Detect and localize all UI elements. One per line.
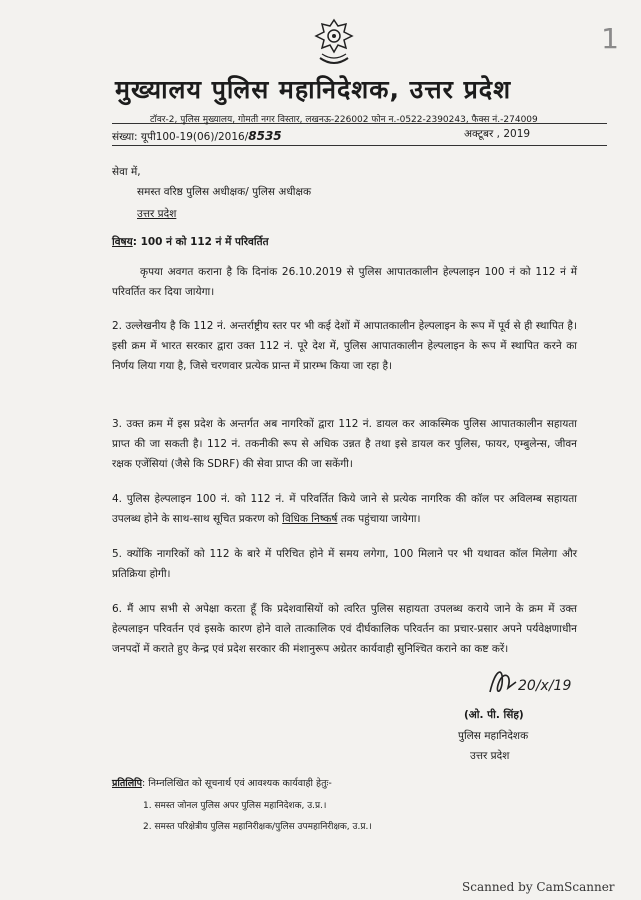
handwritten-signature [486,662,581,702]
paragraph-4-underlined: विधिक निष्कर्ष [282,513,338,525]
recipient-name: समस्त वरिष्ठ पुलिस अधीक्षक/ पुलिस अधीक्षक [137,186,312,198]
scanner-watermark: Scanned by CamScanner [462,880,615,894]
subject-label: विषय [112,236,133,248]
page-title: मुख्यालय पुलिस महानिदेशक, उत्तर प्रदेश [115,75,512,104]
signatory-state: उत्तर प्रदेश [470,750,510,762]
copy-to-label: प्रतिलिपि [112,778,143,789]
reference-line [112,129,282,144]
subject-line [112,235,269,249]
paragraph-intro: कृपया अवगत कराना है कि दिनांक 26.10.2019 से पुलिस आपातकालीन हेल्पलाइन 100 नं को 112 नं में परिवर्तित कर दिया जायेगा। [112,266,577,298]
letter-date: अक्टूबर , 2019 [464,128,531,140]
copy-to-item: 1. समस्त जोनल पुलिस अपर पुलिस महानिदेशक, उ.प्र.। [143,801,327,811]
police-emblem-icon [312,18,356,70]
paragraph-2: 2. उल्लेखनीय है कि 112 नं. अन्तर्राष्ट्रीय स्तर पर भी कई देशों में आपातकालीन हेल्पलाइन के रूप में पूर्व से ही स्थापित है। इसी क्रम में भारत सरकार द्वारा उक्त 112 नं. पूरे देश में, पुलिस आपातकालीन हेल्पलाइन के रूप में स्थापित करने का निर्णय लिया गया है, जिसे चरणवार प्रत्येक प्रान्त में प्रारम्भ किया जा रहा है। [112,320,577,372]
signature-date: 20/x/19 [518,678,572,694]
paragraph-5: 5. क्योंकि नागरिकों को 112 के बारे में परिचित होने में समय लगेगा, 100 मिलाने पर भी यथावत कॉल मिलेगा और प्रतिक्रिया होगी। [112,548,577,580]
header-divider-bottom [112,145,607,146]
signatory-designation: पुलिस महानिदेशक [458,730,529,742]
office-address: टॉवर-2, पुलिस मुख्यालय, गोमती नगर विस्तार, लखनऊ-226002 फोन न.-0522-2390243, फैक्स नं.-274009 [150,115,538,125]
reference-label: संख्या: यूपी100-19(06)/2016/ [112,131,249,143]
copy-to-text: : निम्नलिखित को सूचनार्थ एवं आवश्यक कार्यवाही हेतुः- [142,778,332,789]
copy-to-heading [112,776,332,789]
header-divider [112,123,607,124]
copy-to-item: 2. समस्त परिक्षेत्रीय पुलिस महानिरीक्षक/पुलिस उपमहानिरीक्षक, उ.प्र.। [143,822,372,832]
page-number: 1 [601,22,619,55]
paragraph-3: 3. उक्त क्रम में इस प्रदेश के अन्तर्गत अब नागरिकों द्वारा 112 नं. डायल कर आकस्मिक पुलिस आपातकालीन सहायता प्राप्त की जा सकती है। 112 नं. तकनीकी रूप से अधिक उन्नत है तथा इसे डायल कर पुलिस, फायर, एम्बुलेन्स, जीवन रक्षक एजेंसियां (जैसे कि SDRF) की सेवा प्राप्त की जा सकेंगी। [112,418,577,470]
paragraph-6: 6. मैं आप सभी से अपेक्षा करता हूँ कि प्रदेशवासियों को त्वरित पुलिस सहायता उपलब्ध कराये जाने के क्रम में उक्त हेल्पलाइन परिवर्तन एवं इसके कारण होने वाले तात्कालिक एवं दीर्घकालिक परिवर्तन का प्रचार-प्रसार अपने पर्यवेक्षणाधीन जनपदों में कराते हुए केन्द्र एवं प्रदेश सरकार की मंशानुरूप अग्रेतर कार्यवाही सुनिश्चित कराने का कष्ट करें। [112,603,577,655]
salutation: सेवा में, [112,166,141,178]
signatory-name: (ओ. पी. सिंह) [464,709,524,721]
paragraph-4 [112,489,577,529]
paragraph-4-text: 4. पुलिस हेल्पलाइन 100 नं. को 112 नं. में परिवर्तित किये जाने से प्रत्येक नागरिक की कॉल पर अविलम्ब सहायता उपलब्ध होने के साथ-साथ सूचित प्रकरण को [112,493,577,525]
recipient-state: उत्तर प्रदेश [137,208,177,220]
subject-text: : 100 नं को 112 नं में परिवर्तित [132,236,269,248]
paragraph-4-end: तक पहुंचाया जायेगा। [337,513,421,525]
reference-number: 8535 [248,129,282,143]
